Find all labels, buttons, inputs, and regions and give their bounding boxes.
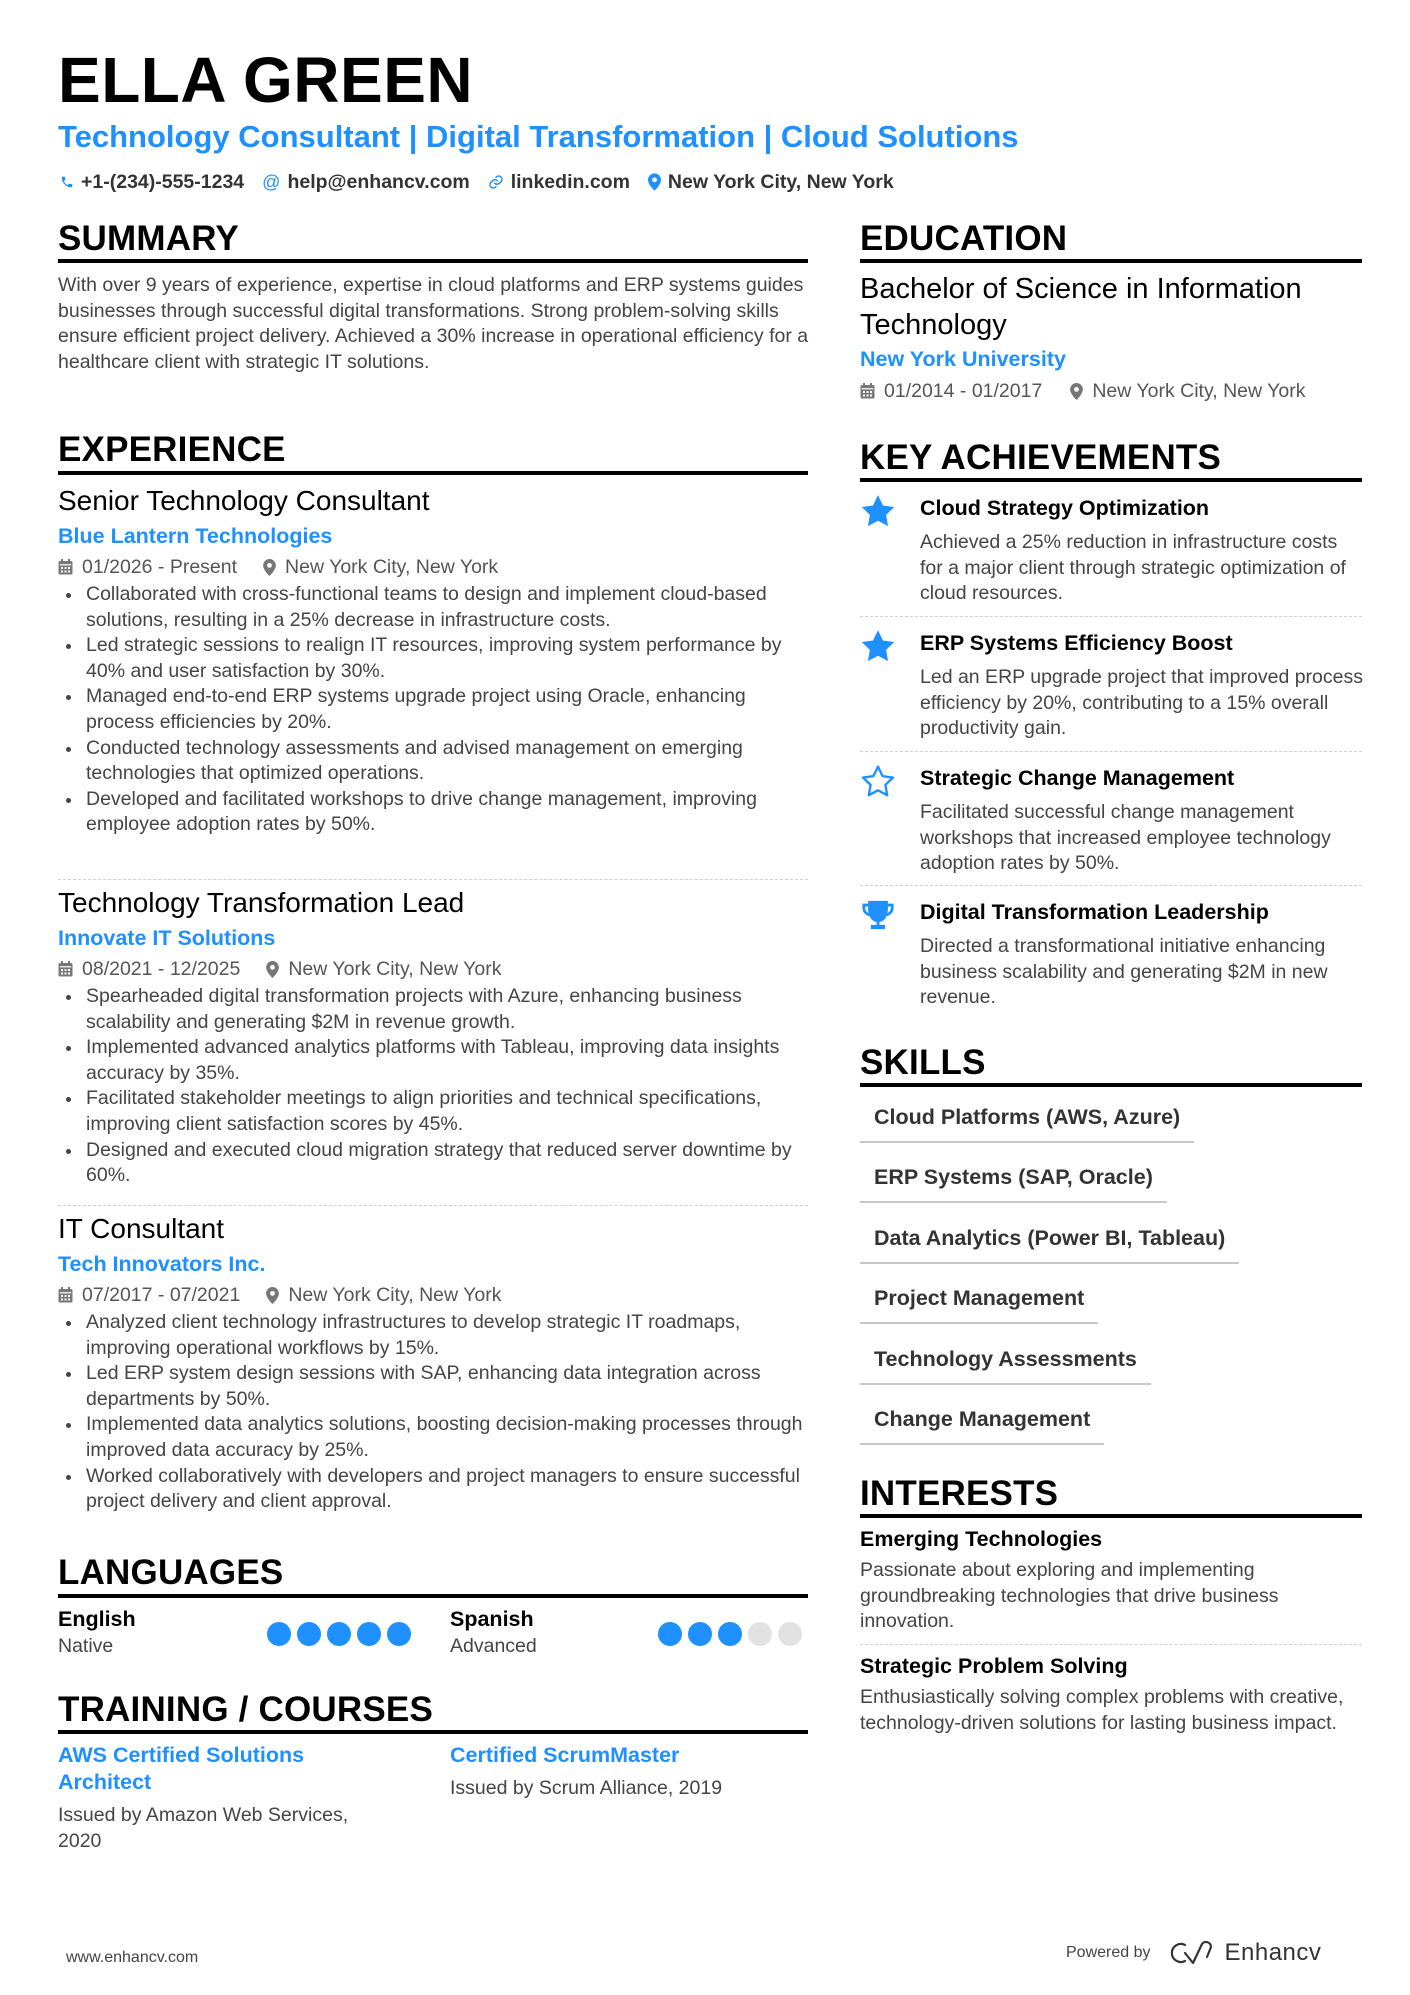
experience-heading: EXPERIENCE [58,430,286,469]
job-entry [58,886,810,1189]
job-bullet: Facilitated stakeholder meetings to align priorities and technical specifications, improving client satisfaction scores by 45%. [58,1086,810,1137]
skills-heading: SKILLS [860,1043,986,1082]
achievement-title: Cloud Strategy Optimization [920,496,1210,520]
job-dates: 07/2017 - 07/2021 [58,1282,240,1308]
skill-tag: Project Management [860,1284,1098,1324]
job-company[interactable]: Tech Innovators Inc. [58,1252,266,1276]
rating-dot-filled [327,1622,351,1646]
job-bullet: Led ERP system design sessions with SAP, enhancing data integration across departments by 50%. [58,1361,810,1412]
job-bullet: Managed end-to-end ERP systems upgrade project using Oracle, enhancing process efficiencies by 20%. [58,684,810,735]
course-issuer: Issued by Scrum Alliance, 2019 [450,1777,723,1799]
school-name[interactable]: New York University [860,347,1066,371]
achievement-desc: Achieved a 25% reduction in infrastructure costs for a major client through strategic optimization of cloud resources. [920,531,1346,605]
achievement-item [860,629,1362,749]
job-location: New York City, New York [266,1282,501,1308]
skill-tag: Technology Assessments [860,1345,1151,1385]
job-bullet: Developed and facilitated workshops to drive change management, improving employee adoption rates by 50%. [58,787,810,838]
job-bullets [58,582,810,838]
location-pin-icon [263,559,276,576]
footer-branding [1066,1940,1321,1966]
location-pin-icon [1070,383,1083,400]
achievement-desc: Directed a transformational initiative enhancing business scalability and generating $2M in new revenue. [920,935,1328,1009]
calendar-icon [58,961,73,977]
job-bullets [58,984,810,1189]
calendar-icon [860,383,875,399]
job-bullet: Designed and executed cloud migration strategy that reduced server downtime by 60%. [58,1138,810,1189]
job-title: IT Consultant [58,1213,225,1244]
rating-dot-filled [718,1622,742,1646]
achievement-item [860,494,1362,614]
summary-text: With over 9 years of experience, expertise in cloud platforms and ERP systems guides businesses through successful digital transformations. Strong problem-solving skills ensure efficient project delivery. Achieved a 30% increase in operational efficiency for a healthcare client with strategic IT solutions. [58,274,809,373]
job-meta [58,956,810,982]
rating-dot-filled [297,1622,321,1646]
location-pin-icon [266,1287,279,1304]
achievement-item [860,764,1362,884]
job-entry [58,484,810,838]
achievements-heading: KEY ACHIEVEMENTS [860,438,1222,477]
candidate-name: ELLA GREEN [58,44,474,116]
rating-dot-filled [357,1622,381,1646]
job-title: Senior Technology Consultant [58,485,430,516]
contact-phone[interactable] [60,169,244,195]
skill-tag: Change Management [860,1405,1104,1445]
summary-heading: SUMMARY [58,219,239,258]
email-text: help@enhancv.com [287,171,470,193]
job-bullet: Implemented data analytics solutions, boosting decision-making processes through improved data accuracy by 25%. [58,1412,810,1463]
degree-title: Bachelor of Science in Information Technology [860,273,1302,341]
achievement-desc: Led an ERP upgrade project that improved process efficiency by 20%, contributing to a 15% overall productivity gain. [920,666,1363,740]
training-heading: TRAINING / COURSES [58,1690,434,1729]
languages-heading: LANGUAGES [58,1553,284,1592]
training-rule [58,1730,808,1734]
interests-heading: INTERESTS [860,1474,1059,1513]
education-meta [860,378,1360,404]
job-separator [58,879,808,880]
skills-rule [860,1083,1362,1087]
enhancv-logo[interactable] [1169,1940,1322,1966]
job-bullet: Collaborated with cross-functional teams to design and implement cloud-based solutions, resulting in a 25% decrease in infrastructure costs. [58,582,810,633]
rating-dot-empty [778,1622,802,1646]
rating-dot-filled [267,1622,291,1646]
course-item [450,1742,810,1802]
job-bullets [58,1310,810,1515]
job-bullet: Conducted technology assessments and advised management on emerging technologies that optimized operations. [58,736,810,787]
job-bullet: Worked collaboratively with developers and project managers to ensure successful project delivery and client approval. [58,1464,810,1515]
achievement-separator [860,751,1362,752]
achievement-title: Digital Transformation Leadership [920,900,1269,924]
linkedin-text: linkedin.com [510,171,630,193]
trophy-icon [860,898,896,932]
interest-title: Strategic Problem Solving [860,1654,1128,1678]
course-item [58,1742,368,1854]
powered-by-label: Powered by [1066,1944,1151,1961]
language-name: English [58,1607,136,1631]
interest-desc: Passionate about exploring and implementing groundbreaking technologies that drive business innovation. [860,1559,1279,1633]
contact-email[interactable] [262,169,470,195]
skill-tag: Cloud Platforms (AWS, Azure) [860,1103,1194,1143]
footer-website[interactable]: www.enhancv.com [66,1949,199,1966]
job-dates: 01/2026 - Present [58,554,237,580]
education-entry [860,271,1360,404]
enhancv-logo-icon [1169,1940,1215,1966]
skill-tag: ERP Systems (SAP, Oracle) [860,1163,1167,1203]
phone-text: +1-(234)-555-1234 [81,171,245,193]
language-rating [267,1622,411,1646]
language-item [58,1605,418,1659]
candidate-tagline: Technology Consultant | Digital Transformation | Cloud Solutions [58,119,1019,154]
job-meta [58,1282,810,1308]
interest-item [860,1652,1362,1736]
interest-item [860,1525,1362,1635]
rating-dot-empty [748,1622,772,1646]
link-icon [488,174,504,190]
job-bullet: Spearheaded digital transformation projects with Azure, enhancing business scalability and generating $2M in revenue growth. [58,984,810,1035]
skill-tag: Data Analytics (Power BI, Tableau) [860,1224,1239,1264]
language-item [450,1605,810,1659]
rating-dot-filled [387,1622,411,1646]
languages-rule [58,1594,808,1598]
job-title: Technology Transformation Lead [58,887,465,918]
language-name: Spanish [450,1607,534,1631]
achievement-title: ERP Systems Efficiency Boost [920,631,1233,655]
education-rule [860,259,1362,263]
course-issuer: Issued by Amazon Web Services, 2020 [58,1804,349,1852]
achievement-title: Strategic Change Management [920,766,1235,790]
job-bullet: Led strategic sessions to realign IT resources, improving system performance by 40% and user satisfaction by 30%. [58,633,810,684]
language-level: Advanced [450,1635,537,1657]
contact-row [60,169,894,195]
job-meta [58,554,810,580]
star-filled-icon [860,629,896,663]
job-location: New York City, New York [263,554,498,580]
education-location: New York City, New York [1070,378,1305,404]
experience-rule [58,471,808,475]
at-icon: @ [262,172,281,192]
achievement-separator [860,616,1362,617]
interests-rule [860,1514,1362,1518]
interest-desc: Enthusiastically solving complex problems with creative, technology-driven solutions for lasting business impact. [860,1686,1344,1734]
job-entry [58,1212,810,1515]
course-title[interactable]: AWS Certified Solutions Architect [58,1743,305,1794]
language-level: Native [58,1635,114,1657]
achievement-item [860,898,1362,1018]
location-pin-icon [266,961,279,978]
education-heading: EDUCATION [860,219,1068,258]
location-pin-icon [648,173,661,191]
star-filled-icon [860,494,896,528]
achievement-desc: Facilitated successful change management workshops that increased employee technology adoption rates by 50%. [920,801,1331,875]
job-dates: 08/2021 - 12/2025 [58,956,240,982]
rating-dot-filled [658,1622,682,1646]
job-company[interactable]: Blue Lantern Technologies [58,524,333,548]
job-location: New York City, New York [266,956,501,982]
summary-rule [58,259,808,263]
language-rating [658,1622,802,1646]
location-text: New York City, New York [667,171,894,193]
contact-location [648,169,894,195]
achievement-separator [860,885,1362,886]
education-dates: 01/2014 - 01/2017 [860,378,1042,404]
interest-separator [860,1644,1362,1645]
calendar-icon [58,1287,73,1303]
interest-title: Emerging Technologies [860,1527,1103,1551]
phone-icon [60,174,74,190]
job-separator [58,1205,808,1206]
calendar-icon [58,559,73,575]
course-title[interactable]: Certified ScrumMaster [450,1743,680,1767]
job-company[interactable]: Innovate IT Solutions [58,926,276,950]
job-bullet: Analyzed client technology infrastructures to develop strategic IT roadmaps, improving operational workflows by 15%. [58,1310,810,1361]
contact-linkedin[interactable] [488,169,630,195]
rating-dot-filled [688,1622,712,1646]
job-bullet: Implemented advanced analytics platforms with Tableau, improving data insights accuracy by 35%. [58,1035,810,1086]
star-outline-icon [860,764,896,798]
achievements-rule [860,478,1362,482]
brand-name: Enhancv [1224,1939,1322,1966]
